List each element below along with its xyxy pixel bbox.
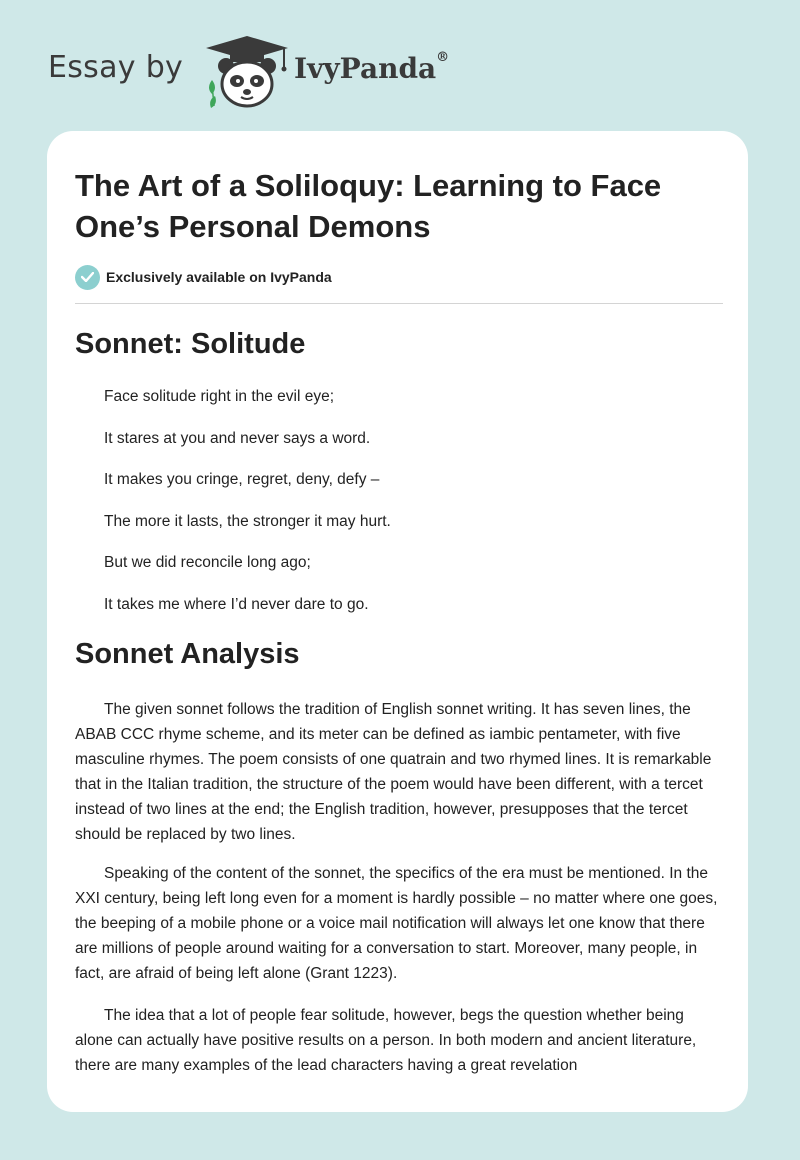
essay-card (47, 131, 748, 1112)
essay-title: The Art of a Soliloquy: Learning to Face One’s Personal Demons (75, 168, 662, 244)
poem-line: But we did reconcile long ago; (104, 554, 311, 572)
section-heading-sonnet: Sonnet: Solitude (75, 328, 306, 360)
section-heading-analysis: Sonnet Analysis (75, 638, 300, 670)
poem-line: It takes me where I’d never dare to go. (104, 595, 369, 613)
poem (104, 386, 391, 636)
brand-prefix: Essay by (48, 50, 184, 85)
badge-text: Exclusively available on IvyPanda (106, 269, 332, 285)
check-icon (75, 265, 100, 290)
panda-logo-icon[interactable] (202, 34, 292, 110)
paragraph: Speaking of the content of the sonnet, the specifics of the era must be mentioned. In the XXI century, being left long even for a moment is hardly possible – no matter where one goes, the beeping of a mobile phone or a voice mail notification will always let one know that there are millions of people around waiting for a conversation to start. Moreover, many people, in fact, are afraid of being left alone (Grant 1223). (75, 865, 718, 982)
paragraph: The idea that a lot of people fear solitude, however, begs the question whether being alone can actually have positive results on a person. In both modern and ancient literature, there are many examples of the lead characters having a great revelation (75, 1007, 697, 1074)
poem-line: The more it lasts, the stronger it may hurt. (104, 512, 391, 530)
site-header (48, 34, 508, 114)
divider (75, 303, 723, 304)
brand-name: IvyPanda® (294, 50, 450, 85)
paragraph: The given sonnet follows the tradition of English sonnet writing. It has seven lines, the ABAB CCC rhyme scheme, and its meter can be defined as iambic pentameter, with five masculine rhymes. The poem consists of one quatrain and two rhymed lines. It is remarkable that in the Italian tradition, the structure of the poem would have been different, with a tercet instead of two lines at the end; the English tradition, however, presupposes that the tercet should be replaced by two lines. (75, 701, 712, 843)
exclusive-badge (75, 264, 332, 290)
poem-line: It makes you cringe, regret, deny, defy – (104, 471, 380, 489)
poem-line: It stares at you and never says a word. (104, 429, 371, 447)
poem-line: Face solitude right in the evil eye; (104, 388, 335, 405)
